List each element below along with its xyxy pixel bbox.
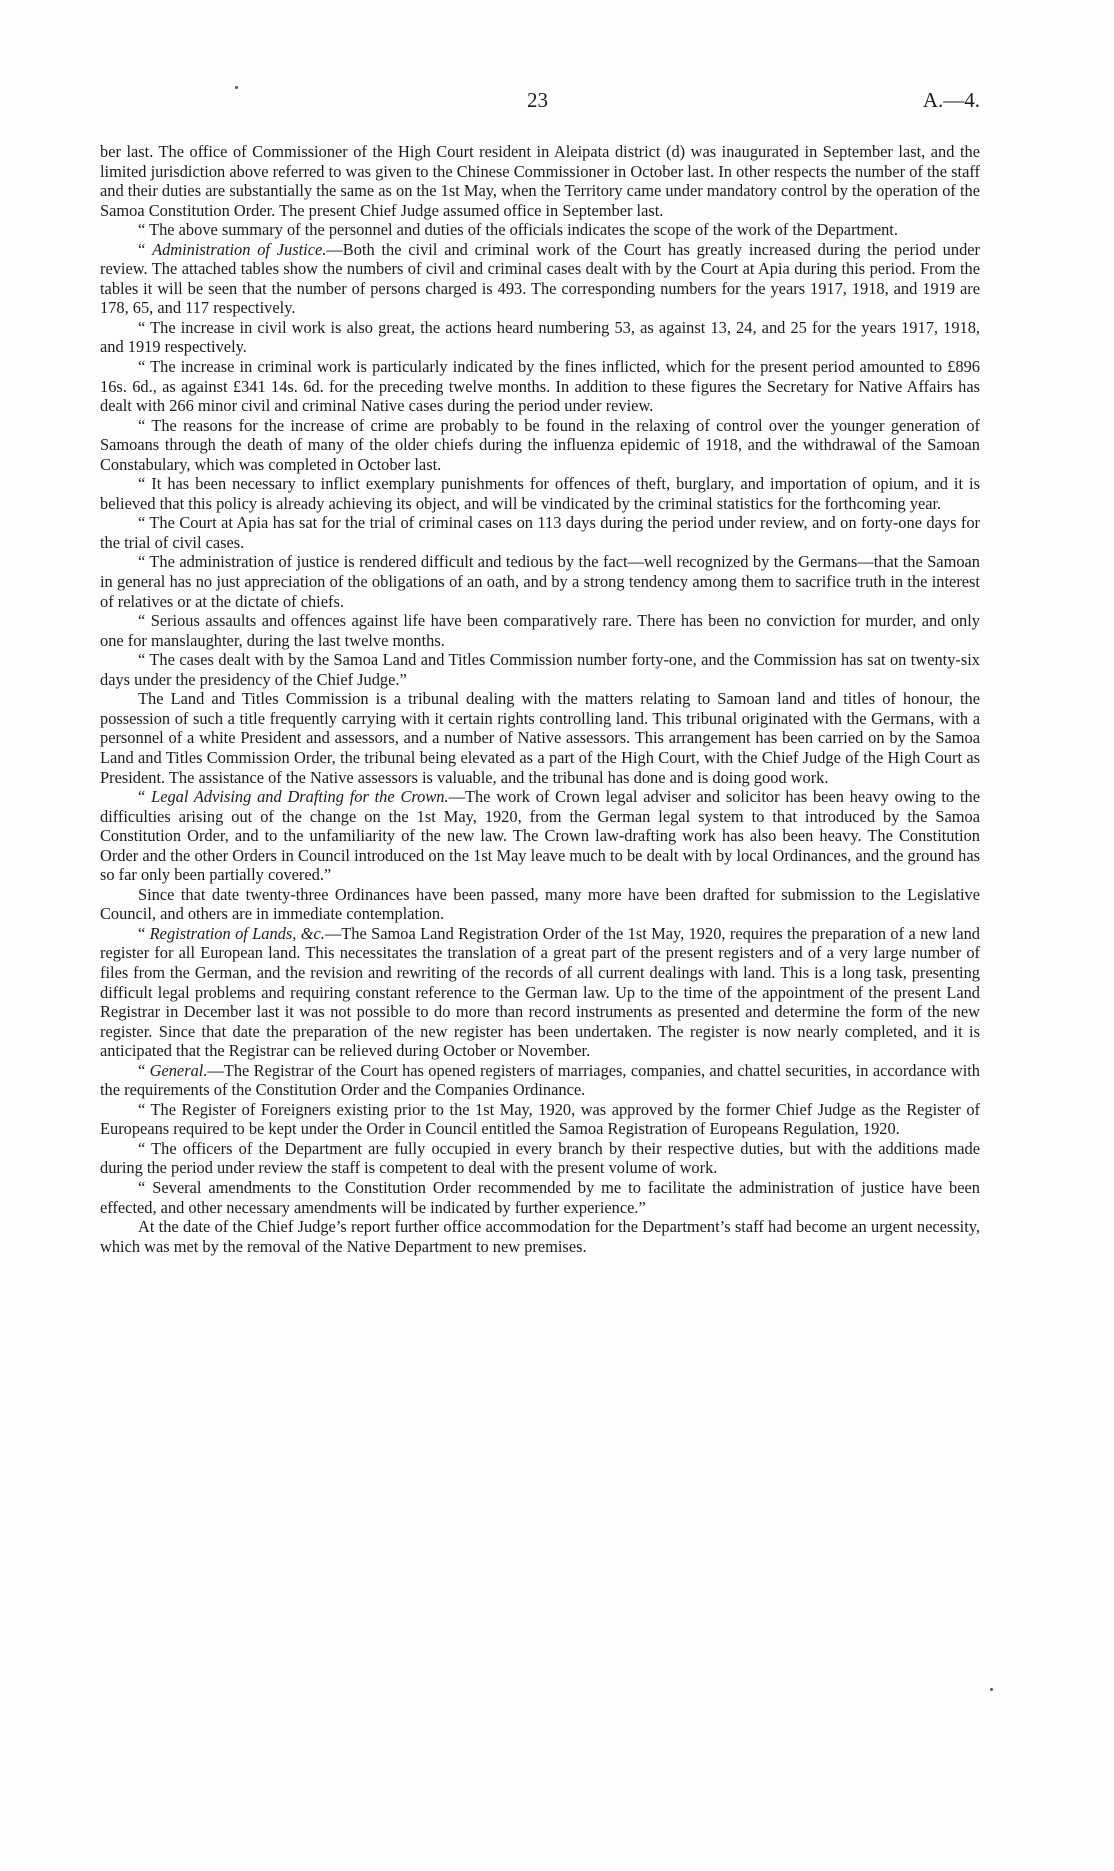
section-heading-administration-of-justice: Administration of Justice. (152, 239, 327, 259)
print-speck (235, 86, 238, 89)
paragraph: “ The above summary of the personnel and duties of the officials indicates the scope of the work of the Department. (138, 220, 898, 240)
paragraph: “ The administration of justice is rendered difficult and tedious by the fact—well recognized by the Germans—that the Samoan in general has no just appreciation of the obligations of an oath, and by a strong tendency among them to sacrifice truth in the interest of relatives or at the dictate of chiefs. (100, 552, 980, 611)
paragraph: “ The Register of Foreigners existing prior to the 1st May, 1920, was approved by the former Chief Judge as the Register of Europeans required to be kept under the Order in Council entitled the Samoa Registration of Europeans Regulation, 1920. (100, 1099, 980, 1139)
body-text (100, 142, 980, 1256)
paragraph: “ The officers of the Department are fully occupied in every branch by their respective duties, but with the additions made during the period under review the staff is competent to deal with the present volume of work. (100, 1138, 980, 1178)
paragraph: “ The Court at Apia has sat for the trial of criminal cases on 113 days during the period under review, and on forty-one days for the trial of civil cases. (100, 513, 980, 552)
paragraph: “ Serious assaults and offences against life have been comparatively rare. There has been no conviction for murder, and only one for manslaughter, during the last twelve months. (100, 611, 980, 650)
paragraph: “ It has been necessary to inflict exemplary punishments for offences of theft, burglary, and importation of opium, and it is believed that this policy is already achieving its object, and will be vindicated by the criminal statistics for the forthcoming year. (100, 474, 980, 513)
page-header (0, 88, 1114, 118)
paragraph: “ The increase in criminal work is particularly indicated by the fines inflicted, which for the present period amounted to £896 16s. 6d., as against £341 14s. 6d. for the preceding twelve months. In addition to these figures the Secretary for Native Affairs has dealt with 266 minor civil and criminal Native cases during the period under review. (100, 357, 980, 416)
section-heading-registration-of-lands: Registration of Lands, &c. (149, 923, 325, 943)
paragraph: “ General.—The Registrar of the Court has opened registers of marriages, companies, and chattel securities, in accordance with the requirements of the Constitution Order and the Companies Ordinance. (100, 1060, 980, 1100)
paragraph: “ The cases dealt with by the Samoa Land and Titles Commission number forty-one, and the Commission has sat on twenty-six days under the presidency of the Chief Judge.” (100, 650, 980, 689)
page-number: 23 (527, 88, 548, 112)
section-heading-legal-advising: Legal Advising and Drafting for the Crown. (151, 787, 449, 807)
print-speck (990, 1688, 993, 1691)
section-heading-general: General. (149, 1060, 208, 1080)
paragraph: The Land and Titles Commission is a tribunal dealing with the matters relating to Samoan land and titles of honour, the possession of such a title frequently carrying with it certain rights controlling land. This tribunal originated with the Germans, with a personnel of a white President and assessors, and a number of Native assessors. This arrangement has been carried on by the Samoa Land and Titles Commission Order, the tribunal being elevated as a part of the High Court, with the Chief Judge of the High Court as President. The assistance of the Native assessors is valuable, and the tribunal has done and is doing good work. (100, 689, 980, 787)
paragraph: “ Legal Advising and Drafting for the Crown.—The work of Crown legal adviser and solicitor has been heavy owing to the difficulties arising out of the change on the 1st May, 1920, from the German legal system to that introduced by the Samoa Constitution Order, and to the unfamiliarity of the new law. The Crown law-drafting work has also been heavy. The Constitution Order and the other Orders in Council introduced on the 1st May leave much to be dealt with by local Ordinances, and the ground has so far only been partially covered.” (100, 787, 980, 885)
paragraph: “ Registration of Lands, &c.—The Samoa Land Registration Order of the 1st May, 1920, requires the preparation of a new land register for all European land. This necessitates the translation of a great part of the present registers and of a very large number of files from the German, and the revision and rewriting of the records of all current dealings with land. This is a long task, presenting difficult legal problems and requiring constant reference to the German law. Up to the time of the appointment of the present Land Registrar in December last it was not possible to do more than record instruments as presented and determine the form of the new register. Since that date the preparation of the new register has been undertaken. The register is now nearly completed, and it is anticipated that the Registrar can be relieved during October or November. (100, 923, 981, 1061)
paragraph: At the date of the Chief Judge’s report further office accommodation for the Department’s staff had become an urgent necessity, which was met by the removal of the Native Department to new premises. (100, 1217, 980, 1256)
paragraph: ber last. The office of Commissioner of the High Court resident in Aleipata district (d) was inaugurated in September last, and the limited jurisdiction above referred to was given to the Chinese Commissioner in October last. In other respects the number of the staff and their duties are substantially the same as on the 1st May, when the Territory came under mandatory control by the operation of the Samoa Constitution Order. The present Chief Judge assumed office in September last. (100, 142, 980, 220)
paragraph: “ The reasons for the increase of crime are probably to be found in the relaxing of control over the younger generation of Samoans through the death of many of the older chiefs during the influenza epidemic of 1918, and the withdrawal of the Samoan Constabulary, which was completed in October last. (100, 415, 980, 474)
paragraph: “ Several amendments to the Constitution Order recommended by me to facilitate the administration of justice have been effected, and other necessary amendments will be indicated by further experience.” (100, 1177, 980, 1217)
document-reference: A.—4. (922, 88, 980, 112)
paragraph: “ Administration of Justice.—Both the civil and criminal work of the Court has greatly increased during the period under review. The attached tables show the numbers of civil and criminal cases dealt with by the Court at Apia during this period. From the tables it will be seen that the number of persons charged is 493. The corresponding numbers for the years 1917, 1918, and 1919 are 178, 65, and 117 respectively. (100, 239, 980, 318)
paragraph: “ The increase in civil work is also great, the actions heard numbering 53, as against 13, 24, and 25 for the years 1917, 1918, and 1919 respectively. (100, 317, 980, 357)
paragraph: Since that date twenty-three Ordinances have been passed, many more have been drafted for submission to the Legislative Council, and others are in immediate contemplation. (100, 884, 980, 924)
